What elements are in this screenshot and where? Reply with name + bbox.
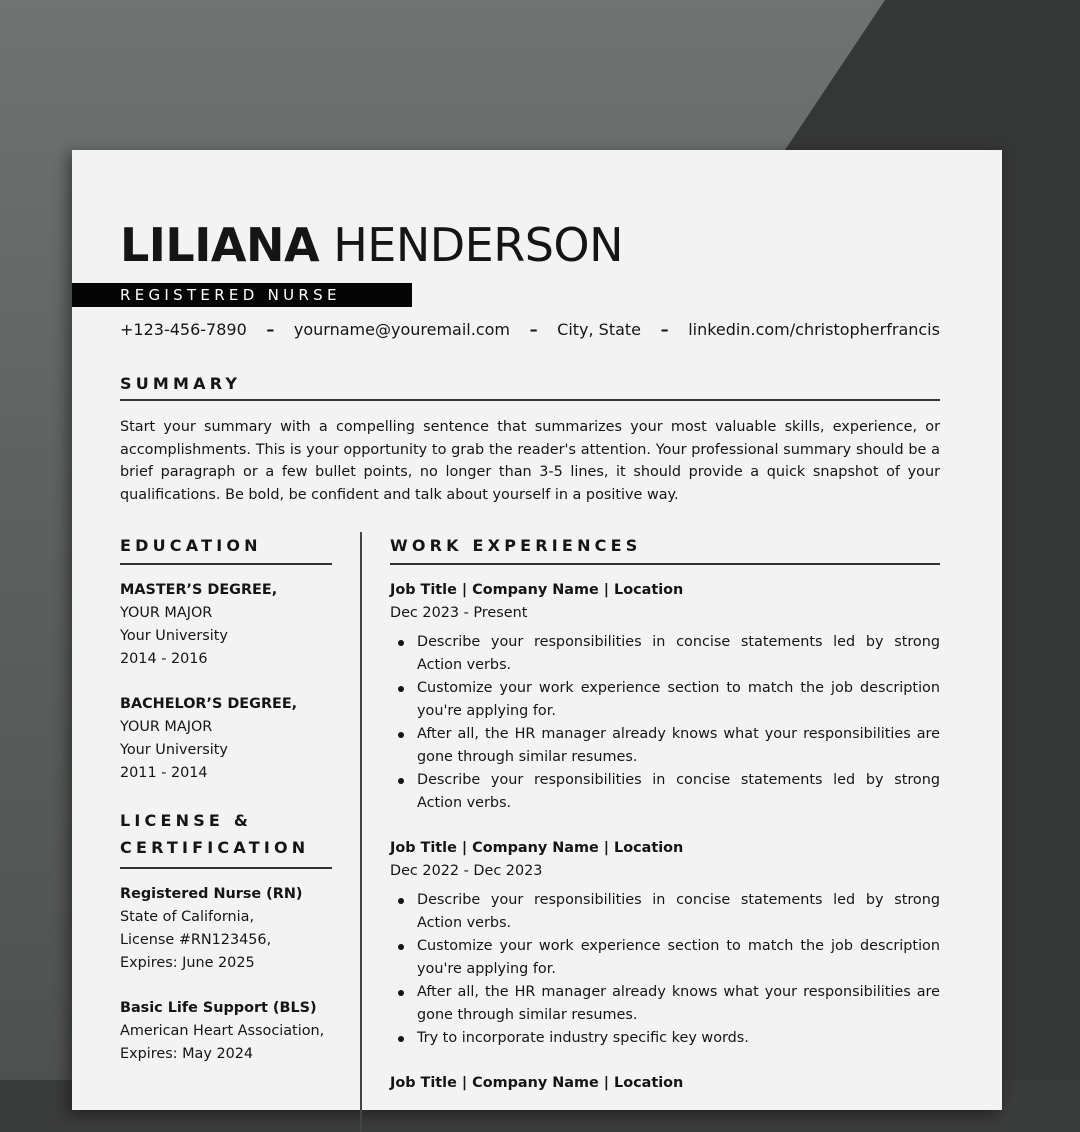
major: YOUR MAJOR (120, 605, 213, 621)
location: City, State (557, 320, 642, 339)
license-heading (120, 807, 332, 869)
linkedin: linkedin.com/christopherfrancis (688, 320, 940, 339)
email: yourname@youremail.com (293, 320, 510, 339)
job-bullet: Try to incorporate industry specific key words. (390, 1027, 940, 1050)
job-bullet: Describe your responsibilities in concise statements led by strong Action verbs. (390, 889, 940, 935)
major: YOUR MAJOR (120, 719, 213, 735)
license-detail: American Heart Association, (120, 1023, 325, 1039)
job-dates: Dec 2023 - Present (390, 605, 528, 621)
first-name: LILIANA (120, 218, 320, 272)
license-detail: State of California, (120, 909, 255, 925)
candidate-name (120, 218, 623, 272)
contact-line (120, 320, 940, 339)
license-name: Registered Nurse (RN) (120, 886, 303, 902)
job-bullets (390, 889, 940, 1050)
license-detail: License #RN123456, (120, 932, 272, 948)
license-name: Basic Life Support (BLS) (120, 1000, 317, 1016)
education-item (120, 693, 332, 785)
job-bullet: Describe your responsibilities in concise statements led by strong Action verbs. (390, 769, 940, 815)
column-divider (360, 532, 362, 1132)
separator: – (266, 320, 275, 339)
degree: MASTER’S DEGREE, (120, 582, 278, 598)
last-name: HENDERSON (333, 218, 624, 272)
job-bullet: After all, the HR manager already knows what your responsibilities are gone through similar resumes. (390, 981, 940, 1027)
job-bullet: Customize your work experience section to match the job description you're applying for. (390, 677, 940, 723)
education-item (120, 579, 332, 671)
separator: – (660, 320, 669, 339)
job-title-line: Job Title | Company Name | Location (390, 1075, 684, 1091)
school: Your University (120, 628, 228, 644)
years: 2014 - 2016 (120, 651, 208, 667)
summary-heading: SUMMARY (120, 374, 940, 401)
license-heading-line: LICENSE & (120, 811, 252, 830)
years: 2011 - 2014 (120, 765, 208, 781)
job-entry (390, 579, 940, 815)
resume-page (72, 150, 1002, 1110)
education-heading: EDUCATION (120, 534, 332, 565)
license-detail: Expires: June 2025 (120, 955, 255, 971)
job-bullet: After all, the HR manager already knows what your responsibilities are gone through similar resumes. (390, 723, 940, 769)
license-item (120, 997, 332, 1066)
job-title-line: Job Title | Company Name | Location (390, 582, 684, 598)
license-detail: Expires: May 2024 (120, 1046, 254, 1062)
job-bullets (390, 631, 940, 815)
right-column (390, 534, 940, 1117)
left-column (120, 534, 332, 1088)
job-title-bar (72, 283, 412, 307)
job-entry (390, 1072, 940, 1095)
phone: +123-456-7890 (120, 320, 247, 339)
separator: – (529, 320, 538, 339)
job-dates: Dec 2022 - Dec 2023 (390, 863, 543, 879)
job-bullet: Customize your work experience section to match the job description you're applying for. (390, 935, 940, 981)
license-item (120, 883, 332, 975)
job-bullet: Describe your responsibilities in concise statements led by strong Action verbs. (390, 631, 940, 677)
work-heading: WORK EXPERIENCES (390, 534, 940, 565)
summary-text: Start your summary with a compelling sentence that summarizes your most valuable skills, experience, or accomplishments. This is your opportunity to grab the reader's attention. Your professional summary should be a brief paragraph or a few bullet points, no longer than 3-5 lines, it should provide a quick snapshot of your qualifications. Be bold, be confident and talk about yourself in a positive way. (120, 419, 940, 504)
license-heading-line: CERTIFICATION (120, 838, 310, 857)
degree: BACHELOR’S DEGREE, (120, 696, 298, 712)
school: Your University (120, 742, 228, 758)
job-title-line: Job Title | Company Name | Location (390, 840, 684, 856)
job-title: REGISTERED NURSE (120, 286, 341, 304)
job-entry (390, 837, 940, 1050)
